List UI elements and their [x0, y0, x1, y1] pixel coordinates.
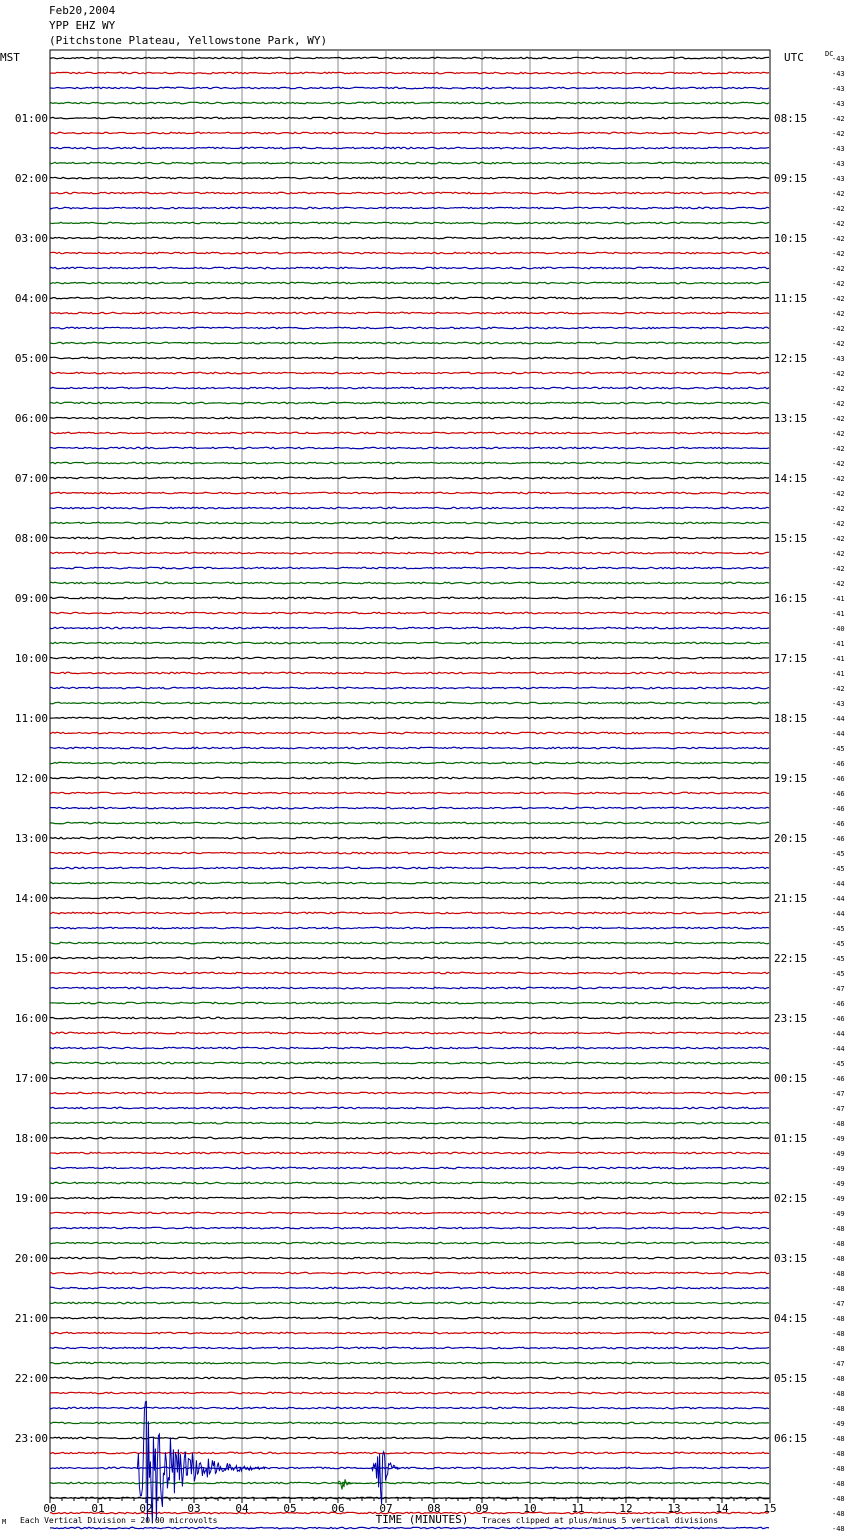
utc-hour-label: 19:15 — [774, 772, 808, 785]
dc-offset-label: -48 — [832, 1330, 845, 1338]
trace-row — [50, 402, 769, 404]
mst-hour-label: 02:00 — [14, 172, 48, 185]
dc-offset-label: -49 — [832, 1135, 845, 1143]
trace-row — [50, 1317, 769, 1319]
trace-row — [50, 207, 769, 209]
mst-hour-label: 16:00 — [14, 1012, 48, 1025]
mst-hour-label: 19:00 — [14, 1192, 48, 1205]
dc-offset-label: -49 — [832, 1195, 845, 1203]
dc-offset-label: -41 — [832, 640, 845, 648]
trace-row — [50, 72, 769, 74]
trace-row — [50, 1047, 769, 1049]
mst-hour-label: 12:00 — [14, 772, 48, 785]
dc-offset-label: -42 — [832, 205, 845, 213]
dc-offset-label: -42 — [832, 535, 845, 543]
dc-offset-label: -48 — [832, 1375, 845, 1383]
x-tick-label: 05 — [283, 1502, 297, 1515]
utc-hour-label: 16:15 — [774, 592, 808, 605]
dc-offset-label: -46 — [832, 1075, 845, 1083]
dc-offset-label: -42 — [832, 235, 845, 243]
dc-offset-label: -48 — [832, 1270, 845, 1278]
dc-offset-label: -48 — [832, 1285, 845, 1293]
trace-row — [50, 852, 769, 854]
trace-row — [50, 252, 769, 254]
utc-hour-label: 23:15 — [774, 1012, 808, 1025]
trace-row — [50, 1182, 769, 1184]
trace-row — [50, 672, 769, 674]
mst-hour-label: 04:00 — [14, 292, 48, 305]
dc-offset-label: -41 — [832, 655, 845, 663]
utc-hour-label: 22:15 — [774, 952, 808, 965]
dc-offset-label: -45 — [832, 1060, 845, 1068]
dc-offset-label: -43 — [832, 700, 845, 708]
dc-offset-label: -48 — [832, 1390, 845, 1398]
trace-row — [50, 297, 769, 299]
mst-hour-label: 07:00 — [14, 472, 48, 485]
station-code: YPP EHZ WY — [49, 19, 116, 32]
utc-hour-label: 14:15 — [774, 472, 808, 485]
trace-row — [50, 1197, 769, 1199]
x-tick-label: 12 — [619, 1502, 633, 1515]
trace-row — [50, 357, 769, 359]
corner-mark: M — [2, 1518, 7, 1526]
x-tick-label: 11 — [571, 1502, 585, 1515]
dc-offset-label: -42 — [832, 280, 845, 288]
dc-offset-label: -46 — [832, 1000, 845, 1008]
dc-offset-label: -48 — [832, 1240, 845, 1248]
dc-offset-label: -43 — [832, 175, 845, 183]
trace-row — [50, 1422, 769, 1424]
utc-hour-label: 12:15 — [774, 352, 808, 365]
trace-row — [50, 867, 769, 869]
utc-hour-label: 21:15 — [774, 892, 808, 905]
dc-offset-label: -42 — [832, 550, 845, 558]
trace-row — [50, 912, 769, 914]
trace-row — [50, 132, 769, 134]
trace-row — [50, 882, 769, 884]
trace-row — [50, 1107, 769, 1109]
trace-row — [50, 1392, 769, 1394]
x-tick-label: 10 — [523, 1502, 537, 1515]
trace-row — [50, 567, 769, 569]
utc-hour-label: 02:15 — [774, 1192, 808, 1205]
dc-offset-label: -42 — [832, 190, 845, 198]
station-location: (Pitchstone Plateau, Yellowstone Park, WY) — [49, 34, 328, 47]
trace-row — [50, 117, 769, 119]
x-tick-label: 01 — [91, 1502, 105, 1515]
dc-offset-label: -41 — [832, 670, 845, 678]
trace-row — [50, 237, 769, 239]
trace-row — [50, 822, 769, 824]
trace-row — [50, 192, 769, 194]
utc-hour-label: 01:15 — [774, 1132, 808, 1145]
trace-row — [50, 717, 769, 719]
mst-hour-label: 18:00 — [14, 1132, 48, 1145]
clip-note: Traces clipped at plus/minus 5 vertical divisions — [482, 1516, 719, 1525]
trace-row — [50, 1032, 769, 1034]
utc-hour-label: 17:15 — [774, 652, 808, 665]
trace-row — [50, 1077, 769, 1079]
dc-offset-label: -42 — [832, 460, 845, 468]
trace-row — [50, 537, 769, 539]
recording-date: Feb20,2004 — [49, 4, 116, 17]
trace-row — [50, 627, 769, 629]
trace-row — [50, 447, 769, 449]
dc-offset-label: -41 — [832, 595, 845, 603]
mst-hour-label: 22:00 — [14, 1372, 48, 1385]
trace-row — [50, 1362, 769, 1364]
trace-row — [50, 792, 769, 794]
trace-row — [50, 1242, 769, 1244]
dc-offset-label: -48 — [832, 1225, 845, 1233]
trace-row — [50, 1302, 769, 1304]
trace-row — [50, 1092, 769, 1094]
trace-row — [50, 1347, 769, 1349]
dc-offset-label: -42 — [832, 475, 845, 483]
mst-hour-label: 17:00 — [14, 1072, 48, 1085]
trace-row — [50, 957, 769, 959]
trace-row — [50, 522, 769, 524]
dc-offset-label: -42 — [832, 445, 845, 453]
trace-row — [50, 987, 769, 989]
trace-row — [50, 1287, 769, 1289]
dc-offset-label: -46 — [832, 790, 845, 798]
trace-row — [50, 432, 769, 434]
x-tick-label: 15 — [763, 1502, 777, 1515]
trace-row — [50, 372, 769, 374]
trace-row — [50, 687, 769, 689]
trace-row — [50, 657, 769, 659]
dc-offset-label: -49 — [832, 1210, 845, 1218]
mst-hour-label: 11:00 — [14, 712, 48, 725]
dc-offset-label: -48 — [832, 1120, 845, 1128]
trace-row — [50, 342, 769, 344]
dc-offset-label: -46 — [832, 835, 845, 843]
x-tick-label: 14 — [715, 1502, 729, 1515]
dc-offset-label: -44 — [832, 730, 845, 738]
mst-hour-label: 06:00 — [14, 412, 48, 425]
utc-hour-label: 20:15 — [774, 832, 808, 845]
dc-offset-label: -46 — [832, 805, 845, 813]
dc-offset-label: -43 — [832, 145, 845, 153]
mst-hour-label: 08:00 — [14, 532, 48, 545]
trace-row — [50, 492, 769, 494]
dc-offset-label: -44 — [832, 910, 845, 918]
dc-offset-label: -43 — [832, 355, 845, 363]
dc-offset-label: -48 — [832, 1480, 845, 1488]
mst-hour-label: 10:00 — [14, 652, 48, 665]
dc-offset-label: -48 — [832, 1525, 845, 1533]
trace-row — [50, 87, 769, 89]
dc-offset-label: -45 — [832, 925, 845, 933]
trace-row — [50, 927, 769, 929]
dc-offset-label: -42 — [832, 220, 845, 228]
dc-offset-label: -49 — [832, 1180, 845, 1188]
dc-offset-label: -46 — [832, 1015, 845, 1023]
trace-row — [50, 777, 769, 779]
dc-offset-label: -45 — [832, 865, 845, 873]
dc-offset-label: -44 — [832, 880, 845, 888]
trace-row — [50, 1062, 769, 1064]
x-tick-label: 06 — [331, 1502, 345, 1515]
x-axis-title: TIME (MINUTES) — [375, 1513, 469, 1526]
trace-row — [50, 222, 769, 224]
mst-hour-label: 21:00 — [14, 1312, 48, 1325]
dc-offset-label: -42 — [832, 400, 845, 408]
trace-row — [50, 1122, 769, 1124]
mst-hour-label: 15:00 — [14, 952, 48, 965]
utc-hour-label: 03:15 — [774, 1252, 808, 1265]
dc-offset-label: -42 — [832, 130, 845, 138]
dc-offset-label: -42 — [832, 685, 845, 693]
trace-row — [50, 552, 769, 554]
trace-row — [50, 1527, 769, 1529]
dc-offset-label: -46 — [832, 820, 845, 828]
dc-offset-label: -46 — [832, 760, 845, 768]
dc-offset-label: -42 — [832, 505, 845, 513]
dc-offset-label: -42 — [832, 385, 845, 393]
event-signal — [338, 1479, 357, 1489]
dc-offset-label: -45 — [832, 850, 845, 858]
dc-offset-label: -42 — [832, 415, 845, 423]
x-tick-label: 02 — [139, 1502, 153, 1515]
dc-offset-label: -46 — [832, 775, 845, 783]
trace-row — [50, 942, 769, 944]
x-tick-label: 03 — [187, 1502, 201, 1515]
dc-offset-label: -42 — [832, 430, 845, 438]
utc-hour-label: 15:15 — [774, 532, 808, 545]
trace-row — [50, 312, 769, 314]
utc-hour-label: 09:15 — [774, 172, 808, 185]
trace-row — [50, 1407, 769, 1409]
dc-offset-label: -44 — [832, 1045, 845, 1053]
mst-hour-label: 05:00 — [14, 352, 48, 365]
dc-offset-label: -42 — [832, 370, 845, 378]
x-tick-label: 07 — [379, 1502, 393, 1515]
dc-offset-label: -48 — [832, 1315, 845, 1323]
x-tick-label: 08 — [427, 1502, 441, 1515]
trace-row — [50, 1227, 769, 1229]
dc-offset-label: -43 — [832, 100, 845, 108]
trace-row — [50, 462, 769, 464]
trace-row — [50, 1152, 769, 1154]
trace-row — [50, 762, 769, 764]
dc-offset-label: -43 — [832, 160, 845, 168]
dc-offset-label: -47 — [832, 1090, 845, 1098]
utc-hour-label: 10:15 — [774, 232, 808, 245]
dc-offset-label: -41 — [832, 610, 845, 618]
dc-offset-label: -44 — [832, 1030, 845, 1038]
trace-row — [50, 642, 769, 644]
dc-offset-label: -45 — [832, 955, 845, 963]
trace-row — [50, 282, 769, 284]
x-tick-label: 04 — [235, 1502, 249, 1515]
trace-row — [50, 1002, 769, 1004]
trace-row — [50, 177, 769, 179]
trace-row — [50, 1017, 769, 1019]
dc-offset-label: -48 — [832, 1450, 845, 1458]
trace-row — [50, 1467, 769, 1469]
dc-offset-label: -42 — [832, 325, 845, 333]
trace-row — [50, 702, 769, 704]
dc-offset-label: -48 — [832, 1405, 845, 1413]
dc-offset-label: -47 — [832, 1360, 845, 1368]
utc-hour-label: 13:15 — [774, 412, 808, 425]
dc-offset-label: -42 — [832, 580, 845, 588]
scale-note: Each Vertical Division = 20.00 microvolts — [20, 1516, 218, 1525]
trace-row — [50, 1167, 769, 1169]
dc-offset-label: -42 — [832, 340, 845, 348]
trace-row — [50, 1377, 769, 1379]
trace-row — [50, 807, 769, 809]
dc-offset-label: -48 — [832, 1495, 845, 1503]
dc-offset-label: -48 — [832, 1435, 845, 1443]
trace-row — [50, 1212, 769, 1214]
x-tick-label: 00 — [43, 1502, 57, 1515]
dc-offset-label: -48 — [832, 1465, 845, 1473]
trace-row — [50, 147, 769, 149]
trace-row — [50, 507, 769, 509]
x-tick-label: 09 — [475, 1502, 489, 1515]
trace-row — [50, 612, 769, 614]
trace-row — [50, 162, 769, 164]
trace-row — [50, 582, 769, 584]
left-axis-label: MST — [0, 51, 20, 64]
trace-row — [50, 1272, 769, 1274]
trace-row — [50, 972, 769, 974]
trace-row — [50, 597, 769, 599]
dc-offset-label: -49 — [832, 1150, 845, 1158]
dc-offset-label: -42 — [832, 115, 845, 123]
x-tick-label: 13 — [667, 1502, 681, 1515]
trace-row — [50, 897, 769, 899]
utc-hour-label: 06:15 — [774, 1432, 808, 1445]
mst-hour-label: 01:00 — [14, 112, 48, 125]
utc-hour-label: 11:15 — [774, 292, 808, 305]
dc-offset-label: -49 — [832, 1420, 845, 1428]
utc-hour-label: 18:15 — [774, 712, 808, 725]
mst-hour-label: 20:00 — [14, 1252, 48, 1265]
utc-hour-label: 00:15 — [774, 1072, 808, 1085]
dc-offset-label: -40 — [832, 625, 845, 633]
dc-offset-label: -43 — [832, 85, 845, 93]
trace-row — [50, 1137, 769, 1139]
trace-row — [50, 732, 769, 734]
dc-offset-label: -45 — [832, 745, 845, 753]
mst-hour-label: 13:00 — [14, 832, 48, 845]
dc-offset-label: -42 — [832, 490, 845, 498]
trace-row — [50, 837, 769, 839]
mst-hour-label: 03:00 — [14, 232, 48, 245]
trace-row — [50, 417, 769, 419]
dc-label: DC — [825, 50, 834, 58]
dc-offset-label: -44 — [832, 895, 845, 903]
trace-row — [50, 747, 769, 749]
utc-hour-label: 05:15 — [774, 1372, 808, 1385]
mst-hour-label: 09:00 — [14, 592, 48, 605]
dc-offset-label: -45 — [832, 970, 845, 978]
trace-row — [50, 1482, 769, 1484]
mst-hour-label: 14:00 — [14, 892, 48, 905]
dc-offset-label: -48 — [832, 1510, 845, 1518]
trace-row — [50, 267, 769, 269]
dc-offset-label: -43 — [832, 70, 845, 78]
mst-hour-label: 23:00 — [14, 1432, 48, 1445]
dc-offset-label: -47 — [832, 1300, 845, 1308]
dc-offset-label: -42 — [832, 310, 845, 318]
trace-row — [50, 387, 769, 389]
dc-offset-label: -47 — [832, 1105, 845, 1113]
trace-row — [50, 57, 769, 59]
dc-offset-label: -42 — [832, 565, 845, 573]
utc-hour-label: 04:15 — [774, 1312, 808, 1325]
dc-offset-label: -42 — [832, 520, 845, 528]
dc-offset-label: -44 — [832, 715, 845, 723]
trace-row — [50, 102, 769, 104]
trace-row — [50, 1257, 769, 1259]
right-axis-label: UTC — [784, 51, 804, 64]
dc-offset-label: -48 — [832, 1345, 845, 1353]
trace-row — [50, 327, 769, 329]
dc-offset-label: -42 — [832, 250, 845, 258]
dc-offset-label: -42 — [832, 295, 845, 303]
dc-offset-label: -43 — [832, 55, 845, 63]
dc-offset-label: -48 — [832, 1255, 845, 1263]
dc-offset-label: -45 — [832, 940, 845, 948]
dc-offset-label: -42 — [832, 265, 845, 273]
utc-hour-label: 08:15 — [774, 112, 808, 125]
trace-row — [50, 477, 769, 479]
trace-row — [50, 1332, 769, 1334]
dc-offset-label: -47 — [832, 985, 845, 993]
dc-offset-label: -49 — [832, 1165, 845, 1173]
